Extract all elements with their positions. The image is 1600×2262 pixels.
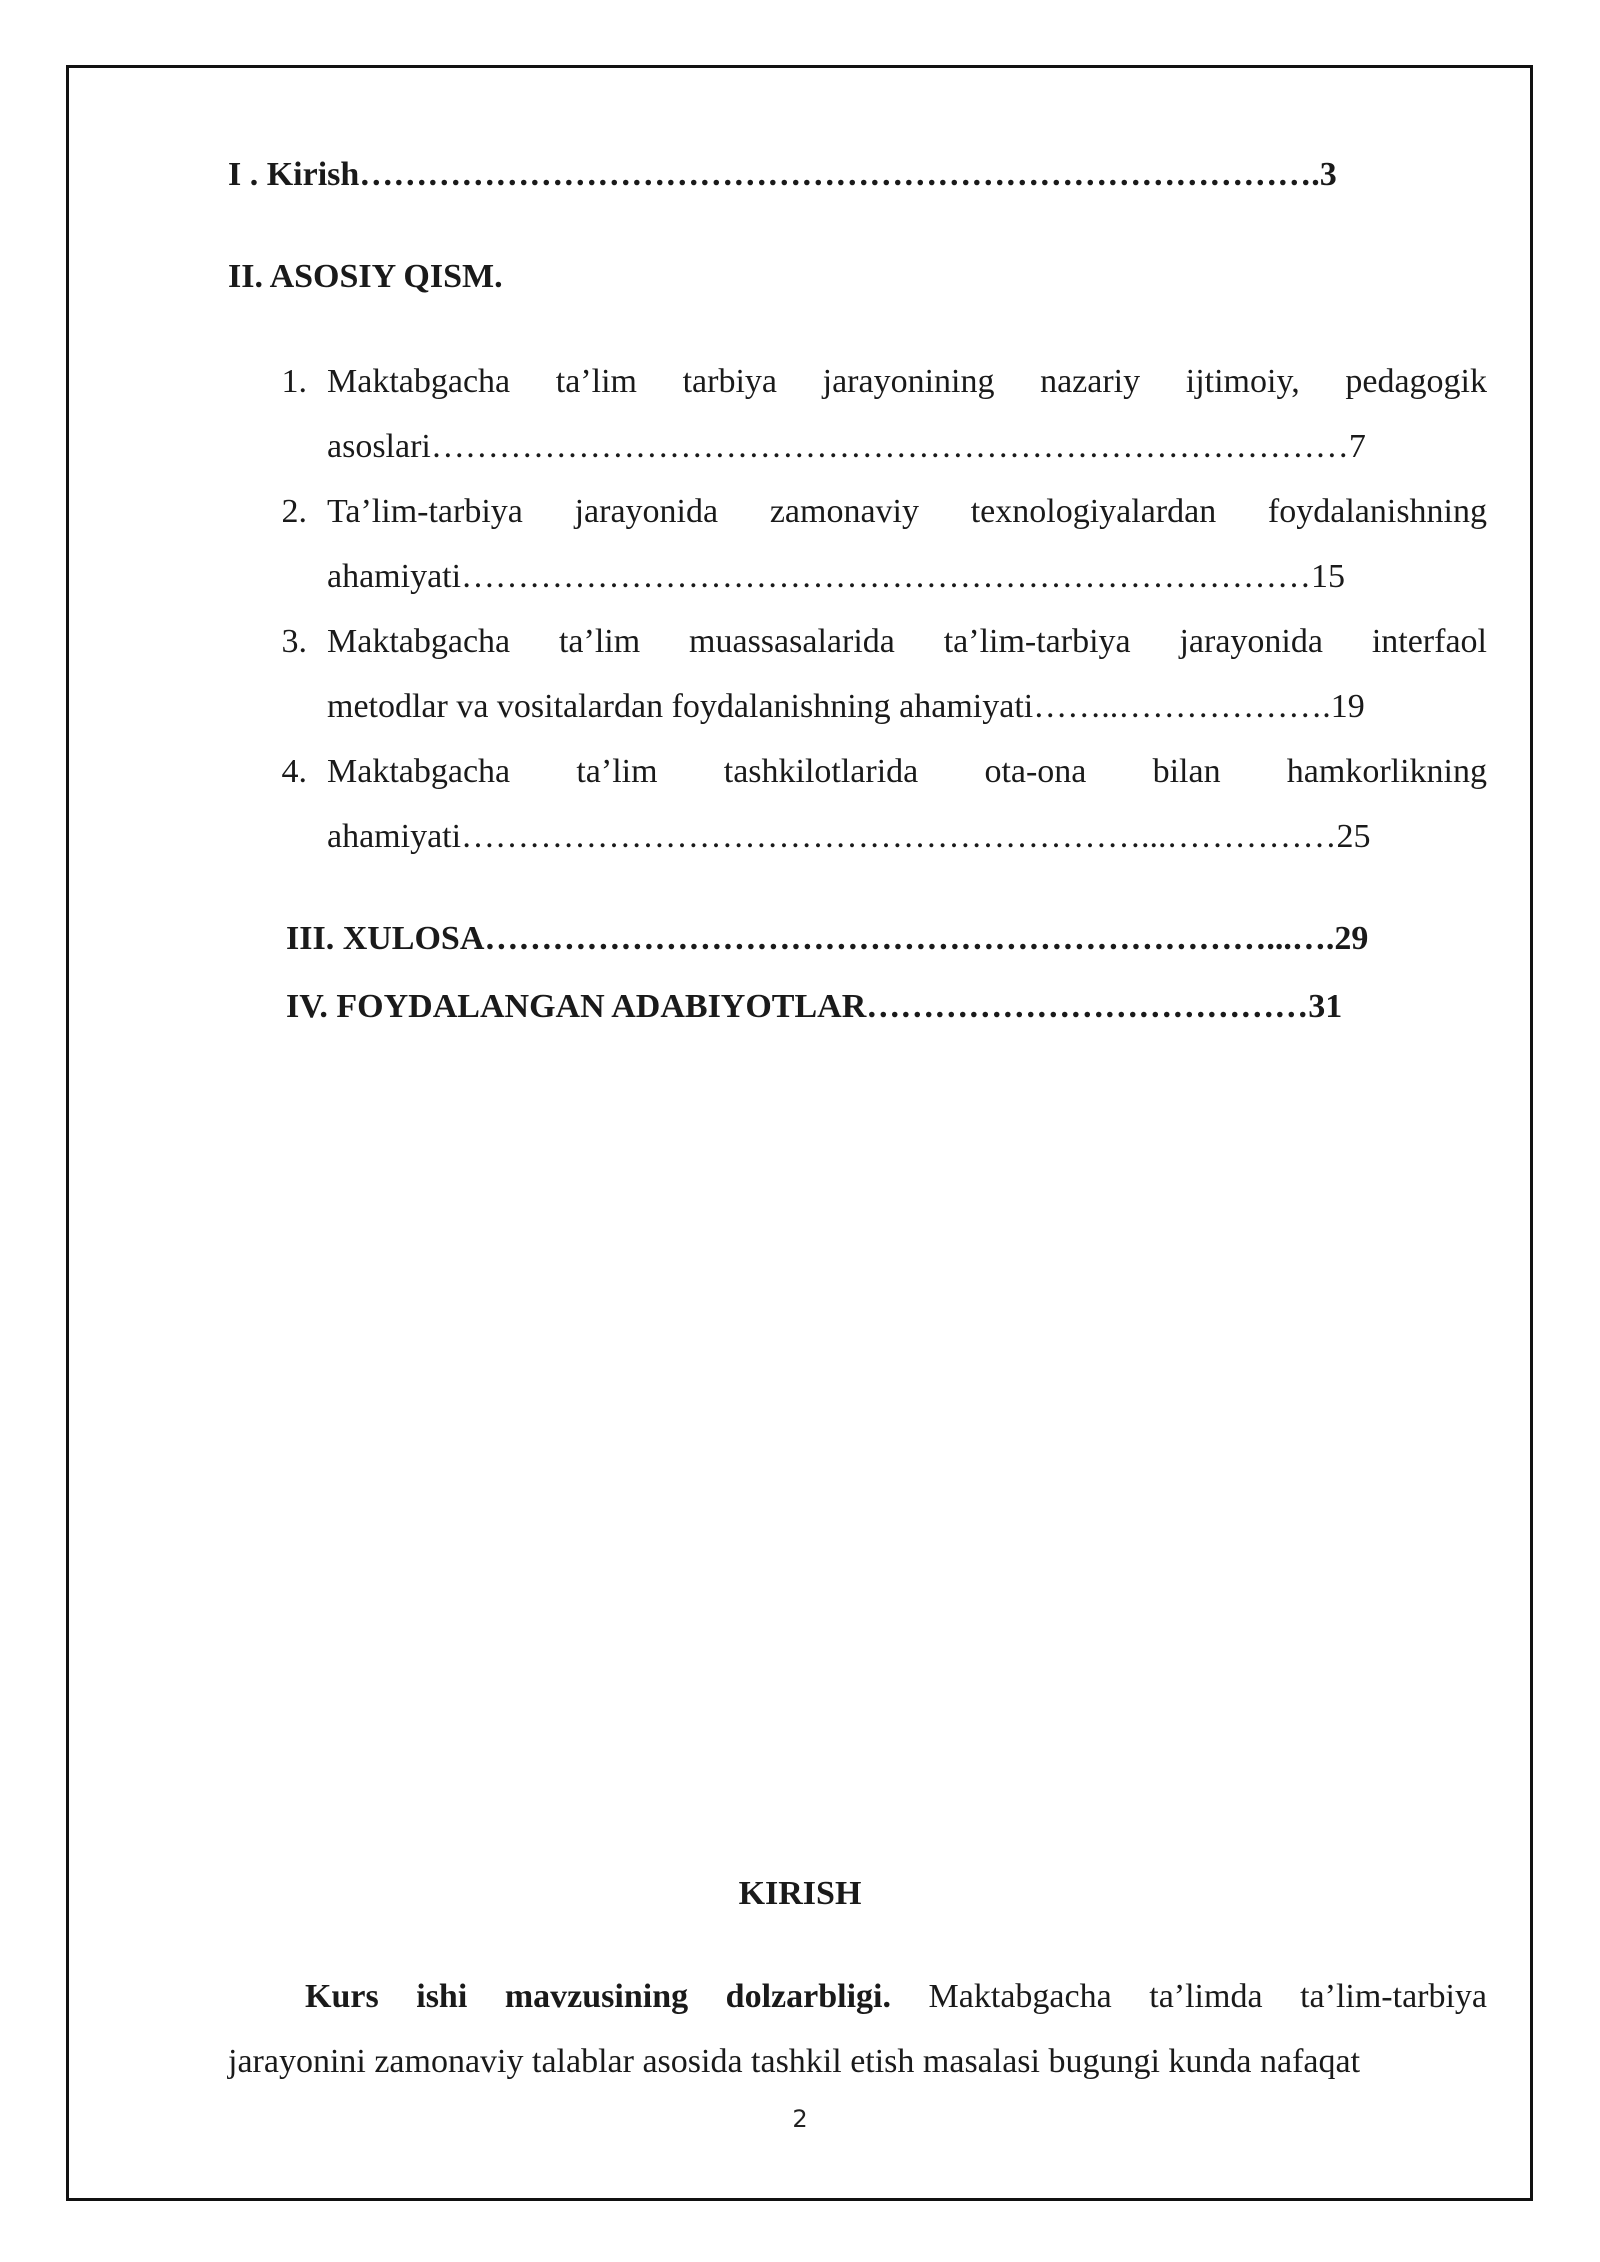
toc-item-page: metodlar va vositalardan foydalanishning ahamiyati……..……………….19 [327, 688, 1365, 725]
page-number: 2 [792, 2105, 808, 2133]
intro-paragraph-line [305, 1977, 1487, 2017]
toc-item-page: ahamiyati…………………………………………………………………15 [327, 558, 1346, 595]
toc-intro: I . Kirish………………………………………………………………………….3 [228, 156, 1337, 193]
intro-paragraph-text: Maktabgacha ta’limda ta’lim-tarbiya [928, 1978, 1488, 2015]
toc-main-heading: II. ASOSIY QISM. [228, 258, 503, 295]
toc-item-page: asoslari………………………………………………………………………7 [327, 428, 1366, 465]
intro-paragraph-lead: Kurs ishi mavzusining dolzarbligi. [305, 1978, 891, 2015]
toc-references: IV. FOYDALANGAN ADABIYOTLAR…………………………………31 [286, 988, 1343, 1025]
toc-conclusion: III. XULOSA……………………………………………………………...….29 [286, 920, 1369, 957]
toc-item-title: Maktabgacha ta’lim muassasalarida ta’lim-tarbiya jarayonida interfaol [327, 623, 1487, 660]
toc-item-title: Ta’lim-tarbiya jarayonida zamonaviy texnologiyalardan foydalanishning [327, 493, 1487, 530]
toc-item-number: 3. [281, 623, 307, 660]
toc-item-page: ahamiyati……………………………………………………...……………25 [327, 818, 1371, 855]
intro-paragraph-line: jarayonini zamonaviy talablar asosida tashkil etish masalasi bugungi kunda nafaqat [228, 2043, 1361, 2080]
section-heading: KIRISH [738, 1875, 862, 1912]
toc-item-number: 4. [281, 753, 307, 790]
toc-item-title: Maktabgacha ta’lim tashkilotlarida ota-ona bilan hamkorlikning [327, 753, 1487, 790]
toc-item-number: 1. [281, 363, 307, 400]
toc-item-title: Maktabgacha ta’lim tarbiya jarayonining nazariy ijtimoiy, pedagogik [327, 363, 1487, 400]
toc-item-number: 2. [281, 493, 307, 530]
